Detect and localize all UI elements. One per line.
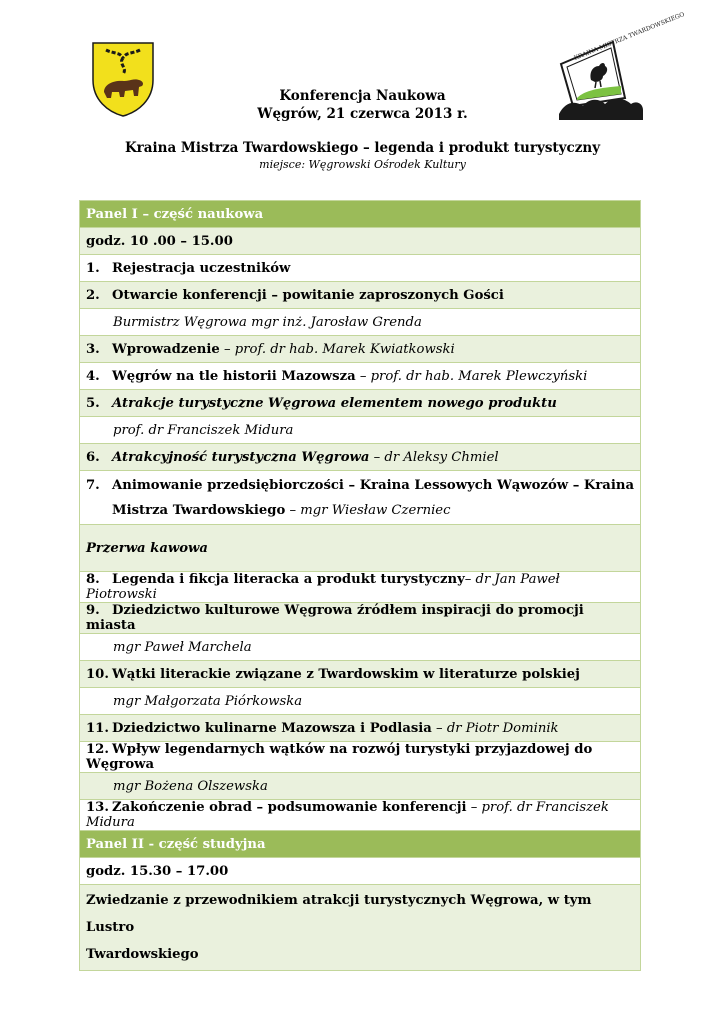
table-row — [80, 688, 641, 715]
item-number: 3. — [86, 341, 100, 357]
table-row — [80, 471, 641, 525]
item-speaker: – dr Aleksy Chmiel — [373, 449, 499, 465]
item-number: 2. — [86, 287, 100, 303]
item-title-cont: Mistrza Twardowskiego — [112, 502, 286, 518]
panel1-title: Panel I – część naukowa — [80, 201, 641, 228]
tour-description-cont: Twardowskiego — [86, 947, 199, 962]
item-speaker: – dr Jan Paweł Piotrowski — [86, 572, 560, 602]
panel1-title-row — [80, 201, 641, 228]
item-speaker: mgr Małgorzata Piórkowska — [80, 688, 641, 715]
item-speaker: prof. dr Franciszek Midura — [80, 417, 641, 444]
panel2-time: godz. 15.30 – 17.00 — [80, 858, 641, 885]
program-table — [79, 200, 641, 971]
table-row — [80, 742, 641, 773]
table-row — [80, 444, 641, 471]
conference-title: Kraina Mistrza Twardowskiego – legenda i produkt turystyczny — [124, 140, 601, 156]
item-number: 9. — [86, 603, 100, 618]
item-title: Atrakcyjność turystyczna Węgrowa — [112, 449, 370, 465]
table-row — [80, 282, 641, 309]
item-speaker: mgr Paweł Marchela — [80, 634, 641, 661]
table-row — [80, 363, 641, 390]
item-number: 6. — [86, 449, 100, 465]
item-title: Węgrów na tle historii Mazowsza — [112, 368, 356, 384]
table-row — [80, 336, 641, 363]
panel1-time: godz. 10 .00 – 15.00 — [80, 228, 641, 255]
item-title: Dziedzictwo kulturowe Węgrowa źródłem inspiracji do promocji miasta — [86, 603, 584, 633]
item-number: 10. — [86, 666, 109, 682]
item-title: Zakończenie obrad – podsumowanie konferencji — [112, 800, 467, 815]
item-title: Dziedzictwo kulinarne Mazowsza i Podlasia — [112, 720, 432, 736]
table-row — [80, 634, 641, 661]
table-row — [80, 715, 641, 742]
item-speaker: mgr Bożena Olszewska — [80, 773, 641, 800]
table-row — [80, 773, 641, 800]
item-speaker: – mgr Wiesław Czerniec — [289, 502, 451, 518]
item-speaker: – prof. dr hab. Marek Kwiatkowski — [223, 341, 455, 357]
item-number: 4. — [86, 368, 100, 384]
svg-text:KRAINA MISTRZA TWARDOWSKIEGO: KRAINA MISTRZA TWARDOWSKIEGO — [573, 11, 686, 62]
item-speaker: – prof. dr Franciszek Midura — [86, 800, 609, 830]
item-speaker: – dr Piotr Dominik — [436, 720, 559, 736]
conference-venue: miejsce: Węgrowski Ośrodek Kultury — [259, 158, 466, 171]
table-row — [80, 885, 641, 971]
item-number: 11. — [86, 720, 109, 736]
item-number: 1. — [86, 260, 100, 276]
conference-date-place: Węgrów, 21 czerwca 2013 r. — [257, 106, 468, 122]
item-title: Atrakcje turystyczne Węgrowa elementem nowego produktu — [112, 395, 557, 411]
item-speaker: Burmistrz Węgrowa mgr inż. Jarosław Grenda — [80, 309, 641, 336]
panel2-time-row — [80, 858, 641, 885]
coffee-break: Przerwa kawowa — [80, 525, 641, 572]
item-number: 5. — [86, 395, 100, 411]
item-title: Rejestracja uczestników — [112, 260, 291, 276]
item-title: Wprowadzenie — [112, 341, 220, 357]
item-speaker: – prof. dr hab. Marek Plewczyński — [359, 368, 588, 384]
panel1-time-row — [80, 228, 641, 255]
tour-description: Zwiedzanie z przewodnikiem atrakcji turystycznych Węgrowa, w tym Lustro — [86, 893, 592, 935]
table-row — [80, 255, 641, 282]
item-number: 12. — [86, 742, 109, 757]
item-title: Otwarcie konferencji – powitanie zaproszonych Gości — [112, 287, 504, 303]
item-number: 8. — [86, 572, 100, 587]
table-row — [80, 661, 641, 688]
table-row — [80, 572, 641, 603]
table-row — [80, 390, 641, 417]
item-title: Legenda i fikcja literacka a produkt turystyczny — [112, 572, 465, 587]
item-number: 13. — [86, 800, 109, 815]
table-row — [80, 309, 641, 336]
item-title: Animowanie przedsiębiorczości – Kraina Lessowych Wąwozów – Kraina — [112, 477, 634, 493]
item-number: 7. — [86, 477, 100, 493]
item-title: Wątki literackie związane z Twardowskim w literaturze polskiej — [112, 666, 580, 682]
break-row — [80, 525, 641, 572]
panel2-title: Panel II - część studyjna — [80, 831, 641, 858]
conference-heading: Konferencja Naukowa — [279, 88, 446, 104]
table-row — [80, 800, 641, 831]
table-row — [80, 417, 641, 444]
panel2-title-row — [80, 831, 641, 858]
table-row — [80, 603, 641, 634]
item-title: Wpływ legendarnych wątków na rozwój turystyki przyjazdowej do Węgrowa — [86, 742, 593, 772]
